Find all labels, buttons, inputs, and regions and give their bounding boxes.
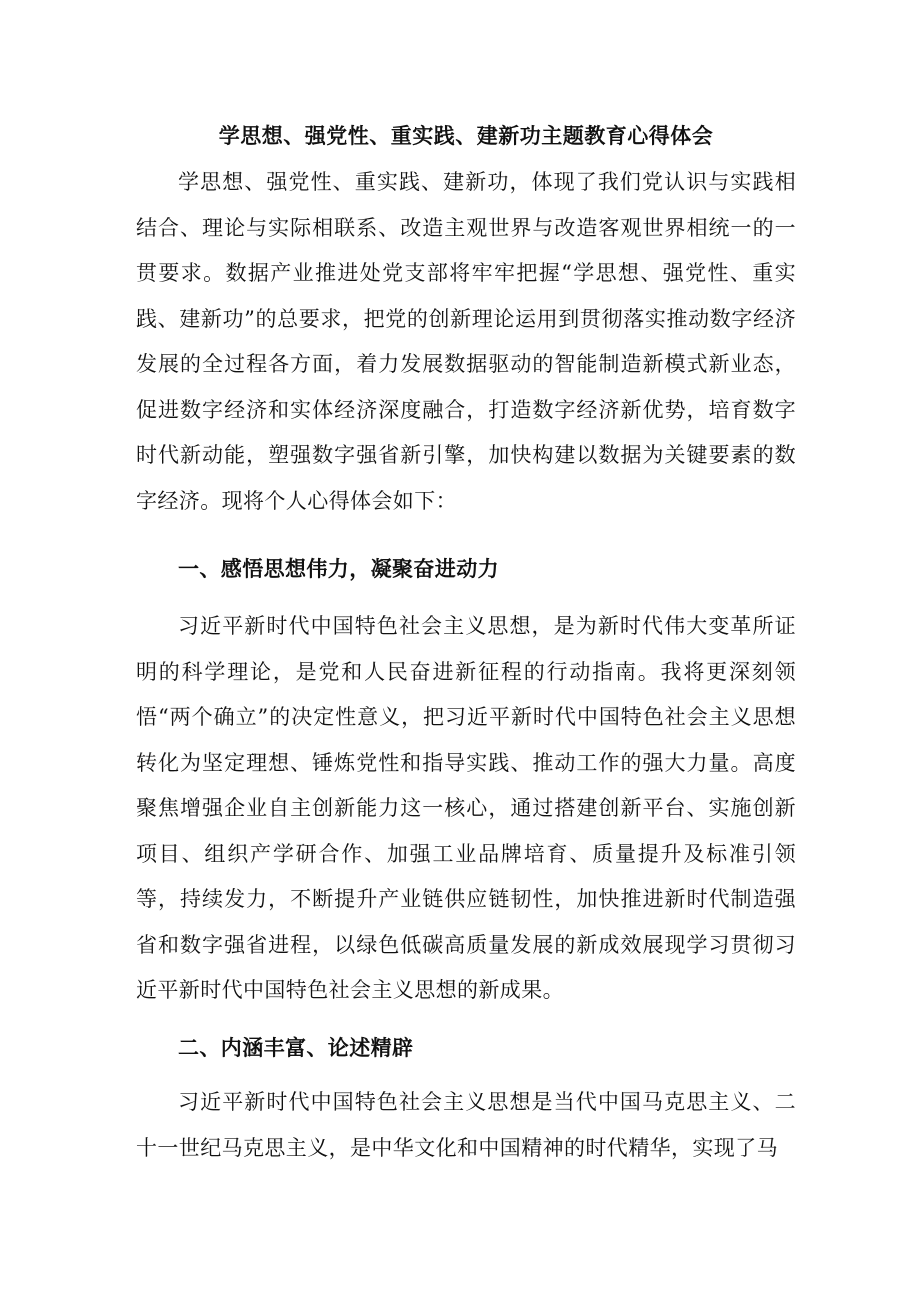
section-heading-2: 二、内涵丰富、论述精辟 [178,1036,414,1060]
section-heading-1: 一、感悟思想伟力，凝聚奋进动力 [178,557,499,581]
intro-paragraph: 学思想、强党性、重实践、建新功，体现了我们党认识与实践相结合、理论与实际相联系、改造主观世界与改造客观世界相统一的一贯要求。数据产业推进处党支部将牢牢把握“学思想、强党性、重实践、建新功”的总要求，把党的创新理论运用到贯彻落实推动数字经济发展的全过程各方面，着力发展数据驱动的智能制造新模式新业态，促进数字经济和实体经济深度融合，打造数字经济新优势，培育数字时代新动能，塑强数字强省新引擎，加快构建以数据为关键要素的数字经济。现将个人心得体会如下： [136,170,796,513]
document-title: 学思想、强党性、重实践、建新功主题教育心得体会 [218,124,714,148]
section-2-paragraph: 习近平新时代中国特色社会主义思想是当代中国马克思主义、二十一世纪马克思主义，是中华文化和中国精神的时代精华，实现了马 [136,1090,796,1160]
section-1-paragraph: 习近平新时代中国特色社会主义思想，是为新时代伟大变革所证明的科学理论，是党和人民奋进新征程的行动指南。我将更深刻领悟“两个确立”的决定性意义，把习近平新时代中国特色社会主义思想转化为坚定理想、锤炼党性和指导实践、推动工作的强大力量。高度聚焦增强企业自主创新能力这一核心，通过搭建创新平台、实施创新项目、组织产学研合作、加强工业品牌培育、质量提升及标准引领等，持续发力，不断提升产业链供应链韧性，加快推进新时代制造强省和数字强省进程，以绿色低碳高质量发展的新成效展现学习贯彻习近平新时代中国特色社会主义思想的新成果。 [136,614,796,1002]
